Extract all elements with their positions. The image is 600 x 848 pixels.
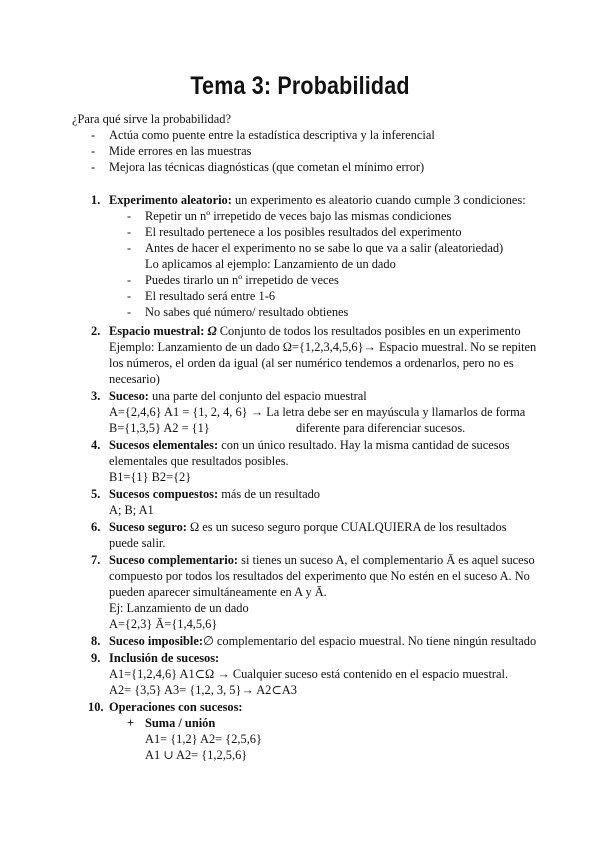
text-line: A1={1,2,4,6} A1⊂Ω → Cualquier suceso está contenido en el espacio muestral. <box>109 667 509 681</box>
bullet: - <box>127 241 132 255</box>
text-line: elementales que resultados posibles. <box>109 454 289 468</box>
page-title: Tema 3: Probabilidad <box>190 72 410 100</box>
term: Suceso imposible: <box>109 634 203 648</box>
subheading: Suma / unión <box>145 716 216 730</box>
text-line: A2= {3,5} A3= {1,2, 3, 5}→ A2⊂A3 <box>109 683 297 697</box>
term: Inclusión de sucesos: <box>109 651 220 665</box>
text-line: A1 ∪ A2= {1,2,5,6} <box>145 748 248 762</box>
definition: ∅ complementario del espacio muestral. No tiene ningún resultado <box>202 634 537 648</box>
text-line: puede salir. <box>109 536 166 550</box>
section-heading <box>109 519 507 535</box>
bullet: - <box>91 144 96 158</box>
section-number: 3. <box>91 389 101 403</box>
section-number: 7. <box>91 553 101 567</box>
list-item: Antes de hacer el experimento no se sabe lo que va a salir (aleatoriedad) <box>145 241 504 255</box>
section-heading <box>109 552 535 568</box>
definition: con un único resultado. Hay la misma cantidad de sucesos <box>218 438 510 452</box>
bullet: - <box>91 128 96 142</box>
definition: si tienes un suceso A, el complementario Ā es aquel suceso <box>238 553 535 567</box>
term: Suceso: <box>109 389 149 403</box>
section-heading <box>109 323 521 339</box>
text-line: los números, el orden da igual (al ser numérico tendemos a ordenarlos, pero no es <box>109 356 514 370</box>
section-number: 9. <box>91 651 101 665</box>
term: Experimento aleatorio: <box>109 193 232 207</box>
list-item: El resultado será entre 1-6 <box>145 289 276 303</box>
text-line: necesario) <box>109 372 160 386</box>
text-line: Ej: Lanzamiento de un dado <box>109 601 249 615</box>
bullet: - <box>127 289 132 303</box>
text-line: B={1,3,5} A2 = {1} <box>109 421 210 435</box>
section-heading <box>109 633 536 649</box>
use-item: Actúa como puente entre la estadística descriptiva y la inferencial <box>109 128 435 142</box>
term: Operaciones con sucesos: <box>109 700 243 714</box>
text-line: Ejemplo: Lanzamiento de un dado Ω={1,2,3,4,5,6}→ Espacio muestral. No se repiten <box>109 340 537 354</box>
bullet: - <box>127 273 132 287</box>
term: Sucesos compuestos: <box>109 487 219 501</box>
text-line: A; B; A1 <box>109 503 154 517</box>
section-number: 6. <box>91 520 101 534</box>
section-number: 10. <box>88 700 104 714</box>
definition: Ω es un suceso seguro porque CUALQUIERA de los resultados <box>186 520 507 534</box>
text-line: diferente para diferenciar sucesos. <box>296 421 466 435</box>
plus-bullet: + <box>127 716 135 730</box>
section-number: 4. <box>91 438 101 452</box>
example-line: Lo aplicamos al ejemplo: Lanzamiento de un dado <box>145 257 396 271</box>
term: Suceso seguro: <box>109 520 187 534</box>
bullet: - <box>91 160 96 174</box>
list-item: No sabes qué número/ resultado obtienes <box>145 305 349 319</box>
omega-symbol: Ω <box>204 324 217 338</box>
term: Suceso complementario: <box>109 553 239 567</box>
question: ¿Para qué sirve la probabilidad? <box>72 112 231 126</box>
text-line: A={2,3} Ā={1,4,5,6} <box>109 617 218 631</box>
term: Sucesos elementales: <box>109 438 219 452</box>
section-number: 2. <box>91 324 101 338</box>
use-item: Mide errores en las muestras <box>109 144 252 158</box>
section-number: 1. <box>91 193 101 207</box>
list-item: Repetir un nº irrepetido de veces bajo las mismas condiciones <box>145 209 452 223</box>
definition: más de un resultado <box>218 487 320 501</box>
definition: una parte del conjunto del espacio muestral <box>148 389 367 403</box>
text-line: pueden aparecer simultáneamente en A y Ā. <box>109 585 327 599</box>
definition: Conjunto de todos los resultados posibles en un experimento <box>216 324 521 338</box>
section-heading <box>109 192 526 208</box>
bullet: - <box>127 225 132 239</box>
section-heading <box>109 388 367 404</box>
use-item: Mejora las técnicas diagnósticas (que cometan el mínimo error) <box>109 160 425 174</box>
list-item: El resultado pertenece a los posibles resultados del experimento <box>145 225 462 239</box>
text-line: compuesto por todos los resultados del experimento que No estén en el suceso A. No <box>109 569 530 583</box>
term: Espacio muestral: <box>109 324 205 338</box>
text-line: A1= {1,2} A2= {2,5,6} <box>145 732 262 746</box>
section-number: 5. <box>91 487 101 501</box>
bullet: - <box>127 209 132 223</box>
bullet: - <box>127 305 132 319</box>
text-line: A={2,4,6} A1 = {1, 2, 4, 6} → La letra debe ser en mayúscula y llamarlos de forma <box>109 405 526 419</box>
text-line: B1={1} B2={2} <box>109 470 192 484</box>
definition: un experimento es aleatorio cuando cumple 3 condiciones: <box>231 193 526 207</box>
list-item: Puedes tirarlo un nº irrepetido de veces <box>145 273 339 287</box>
section-heading <box>109 437 510 453</box>
section-number: 8. <box>91 634 101 648</box>
section-heading <box>109 486 320 502</box>
